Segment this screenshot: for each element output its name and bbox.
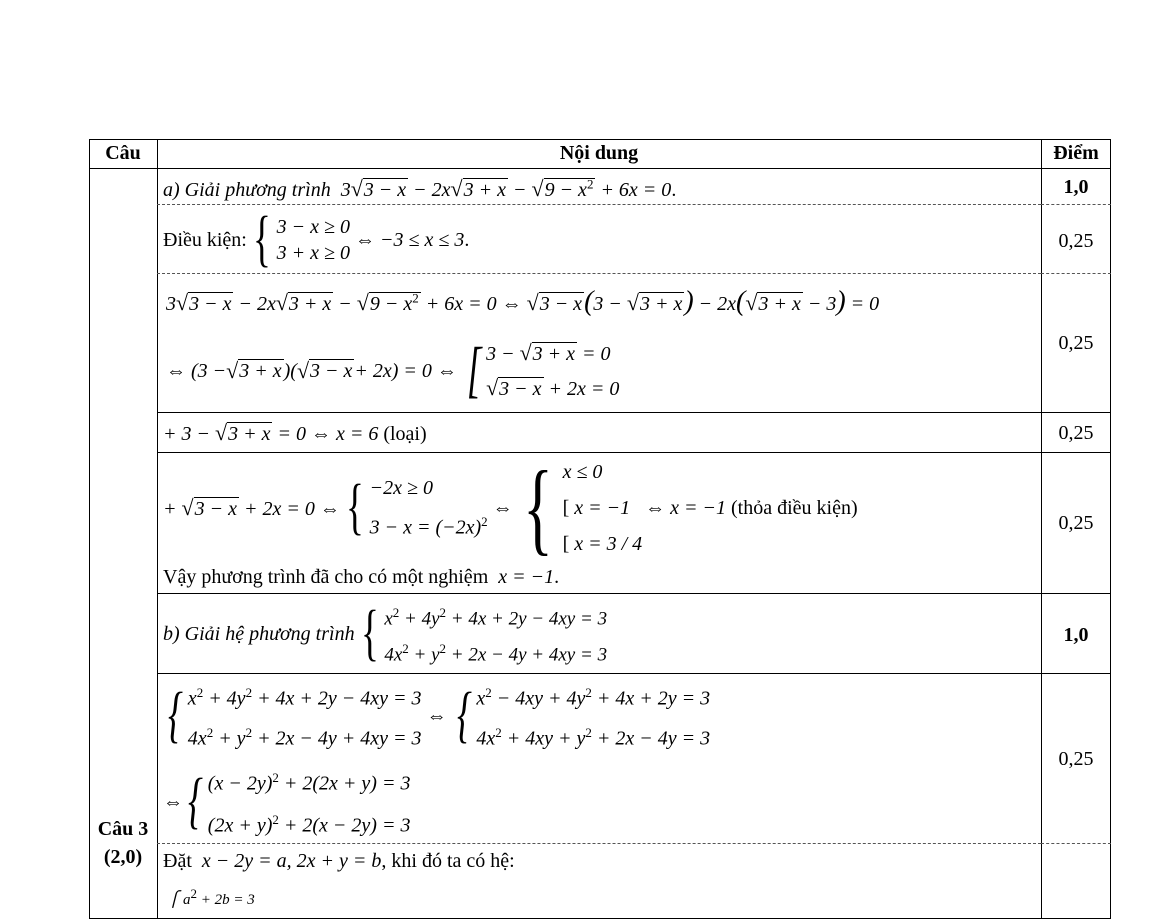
row-separator <box>157 204 1041 205</box>
points-cell: 1,0 <box>1063 624 1089 646</box>
points-cell: 0,25 <box>1058 748 1094 770</box>
transform-line-1: { $x^2 + 4y^2 + 4x + 2y - 4xy = 3$ $4x^2 + y^2 + 2x - 4y + 4xy = 3$ ⇔ { $x^2 - 4xy + 4y^2 + 4x + 2y = 3$ $4x^2 + 4xy + y^2 + 2x - 4y = 3$ <box>167 681 711 750</box>
points-cell: 0,25 <box>1058 332 1094 354</box>
case-2-line: + √3 − x + 2x = 0 ⇔ { −2x ≥ 0 $3 - x = (-2x)^2$ ⇔ { x ≤ 0 [ x = −1 ⇔ x = −1 (thỏa điều kiện) [ x = 3 / 4 <box>163 450 858 566</box>
brace-symbol: { <box>456 681 472 750</box>
row-separator <box>1041 273 1111 274</box>
points-cell: 0,25 <box>1058 422 1094 444</box>
part-b-prefix: b) Giải hệ phương trình <box>163 622 355 645</box>
question-label: Câu 3 <box>97 818 149 840</box>
row-separator <box>1041 673 1111 674</box>
substitution-system-partial: ⎧ a2 + 2b = 3 <box>168 886 255 908</box>
condition-line: Điều kiện: { 3 − x ≥ 0 3 + x ≥ 0 ⇔ −3 ≤ x ≤ 3 . <box>163 205 470 274</box>
brace-symbol: { <box>345 473 364 542</box>
header-question: Câu <box>105 142 141 164</box>
row-separator <box>1041 204 1111 205</box>
points-cell: 0,25 <box>1058 512 1094 534</box>
part-a-prefix: a) Giải phương trình <box>163 179 331 201</box>
substitution-suffix: , khi đó ta có hệ: <box>381 850 515 872</box>
case-2-system: −2x ≥ 0 $3 - x = (-2x)^2$ <box>369 477 488 539</box>
points-cell: 1,0 <box>1063 176 1089 198</box>
brace-symbol: { <box>360 599 379 668</box>
case-2-note: (thỏa điều kiện) <box>731 497 858 519</box>
header-points: Điểm <box>1053 142 1099 164</box>
equation-a: $3√3 - x - 2x√3 + x - √9 - x^2 + 6x = 0$ <box>335 176 672 201</box>
brace-symbol: { <box>522 450 553 566</box>
case-1-line: + 3 − √3 + x = 0 ⇔ x = 6 (loại) <box>163 420 427 445</box>
part-b-heading <box>163 600 607 668</box>
factor-line-1: $3√3 - x - 2x√3 + x - √9 - x^2 + 6x = 0$ ⇔ √3 − x(3 − √3 + x) − 2x(√3 + x − 3) = 0 <box>166 286 880 317</box>
row-separator <box>1041 843 1111 844</box>
question-points: (2,0) <box>103 846 143 868</box>
condition-result: ⇔ −3 ≤ x ≤ 3 <box>350 228 465 251</box>
system-b: $x^2 + 4y^2 + 4x + 2y - 4xy = 3$ $4x^2 + y^2 + 2x - 4y + 4xy = 3$ <box>384 604 608 666</box>
condition-prefix: Điều kiện: <box>163 228 247 251</box>
conclusion-line: Vậy phương trình đã cho có một nghiệm x = −1. <box>163 566 560 588</box>
row-separator <box>157 273 1041 274</box>
row-separator <box>1041 593 1111 594</box>
substitution-prefix: Đặt <box>163 850 192 872</box>
brace-symbol: { <box>167 681 183 750</box>
header-content: Nội dung <box>559 142 639 164</box>
factor-cases: 3 − √3 + x = 0 √3 − x + 2x = 0 <box>486 340 620 400</box>
conclusion-text: Vậy phương trình đã cho có một nghiệm <box>163 566 489 588</box>
row-separator <box>157 593 1041 594</box>
case-1-note: (loại) <box>383 423 427 445</box>
row-separator <box>157 412 1041 413</box>
condition-system: 3 − x ≥ 0 3 + x ≥ 0 <box>276 216 350 264</box>
bracket-symbol: [ <box>466 336 482 405</box>
factor-line-2: ⇔ (3 − √ 3 + x )( √ 3 − x + 2x) = 0 ⇔ [ 3 − √3 + x = 0 √3 − x + 2x = 0 <box>166 336 620 405</box>
case-2-solutions: x ≤ 0 [ x = −1 ⇔ x = −1 (thỏa điều kiện) [ x = 3 / 4 <box>562 461 858 555</box>
points-cell: 0,25 <box>1058 230 1094 252</box>
col-divider-1 <box>157 139 158 919</box>
row-separator <box>157 673 1041 674</box>
transform-line-2: ⇔ { $(x - 2y)^2 + 2(2x + y) = 3$ $(2x + y)^2 + 2(x - 2y) = 3$ <box>163 767 411 837</box>
brace-symbol: { <box>187 767 203 836</box>
row-separator <box>1041 452 1111 453</box>
part-a-heading: a) Giải phương trình $3√3 - x - 2x√3 + x - √9 - x^2 + 6x = 0$. <box>163 176 677 201</box>
substitution-line: Đặt x − 2y = a, 2x + y = b, khi đó ta có hệ: <box>163 850 515 872</box>
brace-symbol: { <box>252 205 271 274</box>
row-separator <box>1041 412 1111 413</box>
row-separator <box>157 452 1041 453</box>
